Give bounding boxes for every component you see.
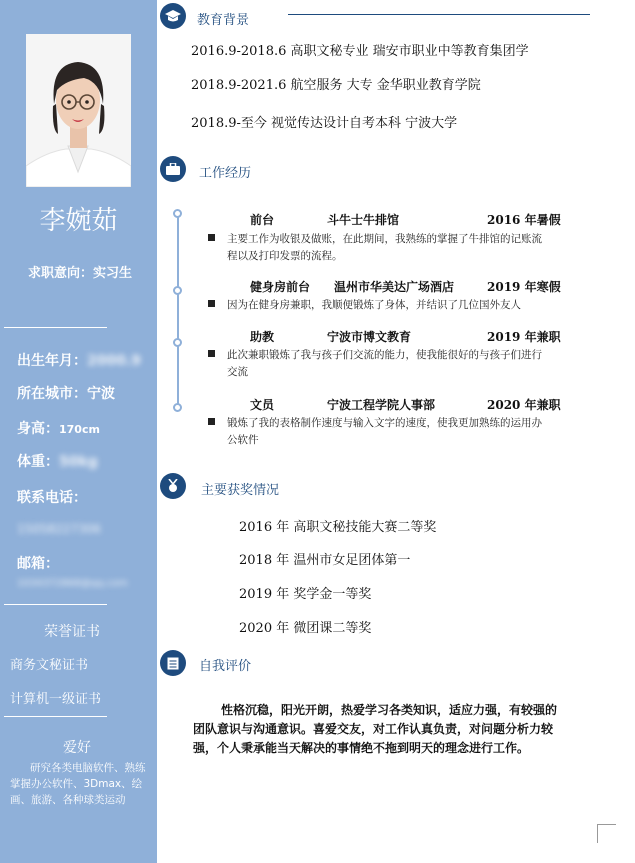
- height-label: 身高：: [17, 421, 59, 437]
- award-row: 2016 年 高职文秘技能大赛二等奖: [239, 520, 437, 535]
- page-corner-mark: [597, 824, 616, 843]
- timeline-line: [177, 212, 179, 410]
- bullet-icon: [208, 418, 215, 425]
- education-row: 2018.9-至今 视觉传达设计自考本科 宁波大学: [191, 116, 458, 131]
- timeline-dot: [173, 286, 182, 295]
- work-role: 助教: [250, 330, 275, 344]
- award-row: 2018 年 温州市女足团体第一: [239, 553, 411, 568]
- bullet-icon: [208, 300, 215, 307]
- work-desc: 此次兼职锻炼了我与孩子们交流的能力，使我能很好的与孩子们进行: [227, 349, 542, 361]
- work-desc: 公软件: [227, 434, 259, 446]
- height-value: 170cm: [59, 423, 100, 436]
- birth-row: [17, 350, 141, 370]
- work-desc: 因为在健身房兼职，我顺便锻炼了身体，并结识了几位国外友人: [227, 299, 521, 311]
- self-eval-title: 自我评价: [199, 659, 252, 674]
- work-org: 斗牛士牛排馆: [327, 213, 400, 227]
- education-row: 2018.9-2021.6 航空服务 大专 金华职业教育学院: [191, 78, 481, 93]
- email-label: 邮箱：: [17, 556, 59, 572]
- honor-item: 商务文秘证书: [10, 658, 89, 673]
- height-row: [17, 418, 100, 438]
- work-time: 2019 年寒假: [487, 280, 561, 294]
- birth-value: 2000.9: [87, 353, 142, 369]
- weight-label: 体重：: [17, 454, 59, 470]
- graduation-cap-icon: [160, 3, 186, 29]
- education-row: 2016.9-2018.6 高职文秘专业 瑞安市职业中等教育集团学: [191, 44, 529, 59]
- work-org: 宁波工程学院人事部: [327, 398, 436, 412]
- divider: [4, 716, 107, 717]
- medal-icon: [160, 473, 186, 499]
- self-eval-line: 性格沉稳，阳光开朗，热爱学习各类知识，适应力强，有较强的: [221, 703, 558, 717]
- self-eval-line: 强，个人秉承能当天解决的事情绝不拖到明天的理念进行工作。: [193, 741, 530, 755]
- work-title: 工作经历: [199, 166, 252, 181]
- divider: [4, 327, 107, 328]
- birth-label: 出生年月：: [17, 353, 87, 369]
- divider: [4, 604, 107, 605]
- job-intent: 求职意向：实习生: [28, 266, 133, 281]
- timeline-dot: [173, 209, 182, 218]
- work-desc: 交流: [227, 366, 248, 378]
- work-desc: 程以及打印发票的流程。: [227, 250, 343, 262]
- self-eval-line: 团队意识与沟通意识。喜爱交友，对工作认真负责，对问题分析力较: [193, 722, 554, 736]
- awards-title: 主要获奖情况: [201, 483, 280, 498]
- work-role: 文员: [250, 398, 275, 412]
- bullet-icon: [208, 234, 215, 241]
- work-desc: 锻炼了我的表格制作速度与输入文字的速度，使我更加熟练的运用办: [227, 417, 542, 429]
- timeline-dot: [173, 338, 182, 347]
- email-value: 1034372868@qq.com: [17, 578, 128, 589]
- hobby-title: 爱好: [63, 740, 91, 756]
- weight-value: 50kg: [59, 454, 98, 470]
- phone-label: 联系电话：: [17, 490, 87, 506]
- work-time: 2020 年兼职: [487, 398, 561, 412]
- work-time: 2019 年兼职: [487, 330, 561, 344]
- bullet-icon: [208, 350, 215, 357]
- timeline-dot: [173, 403, 182, 412]
- city-row: 所在城市：宁波: [17, 386, 115, 402]
- award-row: 2020 年 微团课二等奖: [239, 621, 372, 636]
- weight-row: [17, 451, 98, 471]
- honor-item: 计算机一级证书: [10, 692, 102, 707]
- work-role: 健身房前台: [250, 280, 311, 294]
- work-org: 宁波市博文教育: [327, 330, 412, 344]
- phone-value: 15058227306: [17, 522, 101, 536]
- hobby-text: 研究各类电脑软件、熟练掌握办公软件、3Dmax、绘画、旅游、各种球类运动: [10, 762, 146, 806]
- work-desc: 主要工作为收银及做账，在此期间，我熟练的掌握了牛排馆的记账流: [227, 233, 542, 245]
- document-icon: [160, 650, 186, 676]
- work-role: 前台: [250, 213, 275, 227]
- award-row: 2019 年 奖学金一等奖: [239, 587, 372, 602]
- profile-photo: [26, 34, 131, 187]
- candidate-name: 李婉茹: [39, 206, 118, 236]
- work-org: 温州市华美达广场酒店: [334, 280, 455, 294]
- work-time: 2016 年暑假: [487, 213, 561, 227]
- education-title: 教育背景: [197, 13, 250, 28]
- section-rule: [288, 14, 590, 15]
- honors-title: 荣誉证书: [44, 624, 100, 640]
- briefcase-icon: [160, 156, 186, 182]
